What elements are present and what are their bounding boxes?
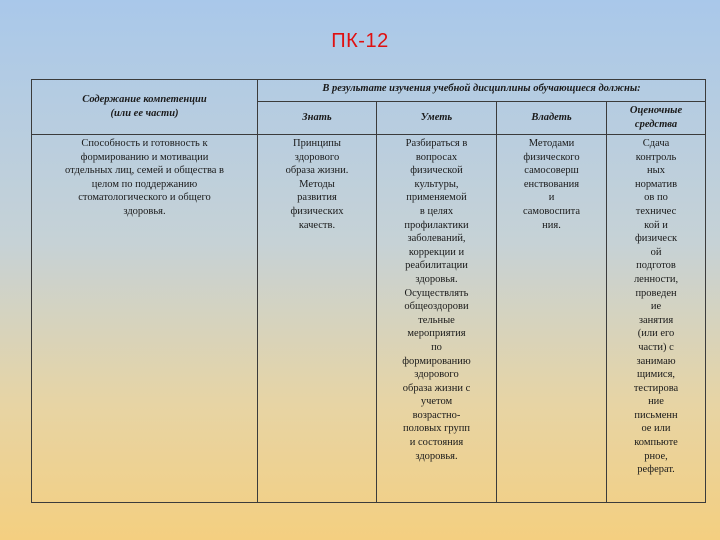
table-header-row bbox=[32, 80, 706, 102]
col-own: Владеть bbox=[497, 102, 607, 135]
col-know: Знать bbox=[258, 102, 377, 135]
cell-can: Разбираться в вопросах физической культуры, применяемой в целях профилактики заболеваний, коррекции и реабилитации здоровья. Осуществлять общеоздорови тельные мероприятия по формированию здорового образа жизни с учетом возрастно- половых групп и состояния здоровья. bbox=[377, 135, 497, 503]
col-assess: Оценочные средства bbox=[607, 102, 706, 135]
header-content: Содержание компетенции (или ее части) bbox=[32, 80, 258, 135]
table-row bbox=[32, 135, 706, 503]
cell-know: Принципы здорового образа жизни. Методы развития физических качеств. bbox=[258, 135, 377, 503]
cell-own: Методами физического самосоверш енствования и самовоспита ния. bbox=[497, 135, 607, 503]
cell-content bbox=[32, 135, 258, 503]
competence-table bbox=[31, 79, 706, 503]
cell-assess: Сдача контроль ных норматив ов по техничес кой и физическ ой подготов ленности, проведен ие занятия (или его части) с занимаю щимися, тестирова ние письменн oe или компьюте рное, реферат. bbox=[607, 135, 706, 503]
header-result: В результате изучения учебной дисциплины обучающиеся должны: bbox=[258, 80, 706, 102]
cell-content-text: Способность и готовность к формированию и мотивации отдельных лиц, семей и общества в целом по поддержанию стоматологического и общего здоровья. bbox=[64, 138, 225, 217]
col-can: Уметь bbox=[377, 102, 497, 135]
page-title: ПК-12 bbox=[331, 30, 389, 52]
